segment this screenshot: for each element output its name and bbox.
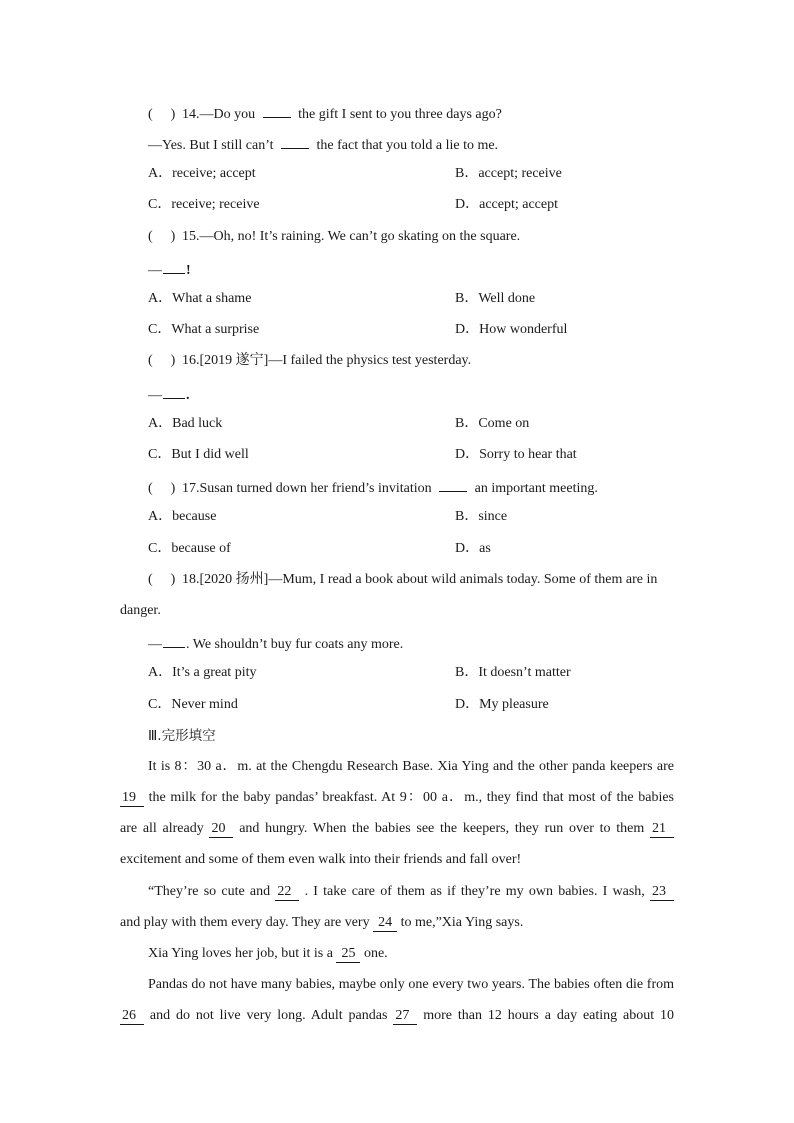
answer-bracket[interactable]: ( ) — [148, 229, 176, 244]
blank-number[interactable]: 20 — [209, 821, 233, 838]
question-15-stem: 15.—Oh, no! It’s raining. We can’t go skating on the square. — [182, 229, 521, 244]
question-18 — [148, 570, 674, 590]
question-18-reply: — . We shouldn’t buy fur coats any more. — [148, 632, 674, 655]
blank-number[interactable]: 21 — [650, 821, 674, 838]
option-d[interactable]: D．How wonderful — [455, 322, 568, 337]
option-a[interactable]: A．because — [148, 509, 217, 524]
option-d[interactable]: D．Sorry to hear that — [455, 447, 577, 462]
option-c[interactable]: C．But I did well — [148, 447, 249, 462]
answer-bracket[interactable]: ( ) — [148, 107, 176, 122]
passage-line: excitement and some of them even walk into their friends and fall over! — [120, 852, 522, 867]
option-a[interactable]: A．It’s a great pity — [148, 665, 257, 680]
passage-line: are all already 20 and hungry. When the babies see the keepers, they run over to them 21 — [120, 819, 674, 839]
blank[interactable] — [281, 133, 309, 149]
question-14: ( ) 14.—Do you the gift I sent to you three days ago? — [148, 102, 674, 125]
section-title: Ⅲ.完形填空 — [148, 728, 216, 744]
option-c[interactable]: C．Never mind — [148, 697, 238, 712]
option-c[interactable]: C．receive; receive — [148, 197, 260, 212]
question-18-stem-cont: danger. — [120, 603, 161, 618]
answer-bracket[interactable]: ( ) — [148, 572, 176, 587]
passage-line: 26 and do not live very long. Adult pandas 27 more than 12 hours a day eating about 10 — [122, 1008, 675, 1023]
option-c[interactable]: C．What a surprise — [148, 322, 260, 337]
passage-line: “They’re so cute and 22 . I take care of them as if they’re my own babies. I wash, 23 — [148, 882, 674, 902]
question-15 — [148, 227, 674, 247]
passage-line: It is 8：30 a．m. at the Chengdu Research Base. Xia Ying and the other panda keepers are — [148, 759, 674, 774]
question-14-stem: 14.—Do you — [182, 107, 256, 122]
blank[interactable] — [163, 258, 185, 274]
option-b[interactable]: B．since — [455, 509, 508, 524]
option-b[interactable]: B．Come on — [455, 416, 530, 431]
passage-line: Pandas do not have many babies, maybe only one every two years. The babies often die from — [148, 977, 674, 992]
blank-number[interactable]: 25 — [336, 946, 360, 963]
question-17-stem: 17.Susan turned down her friend’s invitation — [182, 481, 432, 496]
blank[interactable] — [263, 102, 291, 118]
passage-line: 19 the milk for the baby pandas’ breakfast. At 9：00 a．m., they find that most of the babies — [122, 790, 674, 805]
option-b[interactable]: B．accept; receive — [455, 166, 562, 181]
blank-number[interactable]: 19 — [120, 790, 144, 807]
option-c[interactable]: C．because of — [148, 541, 231, 556]
option-b[interactable]: B．Well done — [455, 291, 536, 306]
blank-number[interactable]: 26 — [120, 1008, 144, 1025]
blank-number[interactable]: 22 — [275, 884, 299, 901]
option-d[interactable]: D．accept; accept — [455, 197, 558, 212]
question-15-reply: — ! — [148, 258, 674, 281]
blank-number[interactable]: 24 — [373, 915, 397, 932]
option-a[interactable]: A．receive; accept — [148, 166, 256, 181]
question-17: ( ) 17.Susan turned down her friend’s invitation an important meeting. — [148, 476, 674, 499]
question-18-stem: 18.[2020 扬州]—Mum, I read a book about wild animals today. Some of them are in — [182, 572, 658, 587]
passage-line: Xia Ying loves her job, but it is a 25 one. — [148, 946, 388, 961]
option-a[interactable]: A．What a shame — [148, 291, 252, 306]
blank-number[interactable]: 23 — [650, 884, 674, 901]
question-14-reply: —Yes. But I still can’t the fact that you told a lie to me. — [148, 133, 674, 156]
blank[interactable] — [163, 383, 185, 399]
passage-line: and play with them every day. They are very 24 to me,”Xia Ying says. — [120, 915, 524, 930]
option-d[interactable]: D．My pleasure — [455, 697, 549, 712]
question-16-stem: 16.[2019 遂宁]—I failed the physics test yesterday. — [182, 353, 472, 368]
option-a[interactable]: A．Bad luck — [148, 416, 223, 431]
blank[interactable] — [163, 632, 185, 648]
option-b[interactable]: B．It doesn’t matter — [455, 665, 571, 680]
question-16 — [148, 351, 674, 371]
answer-bracket[interactable]: ( ) — [148, 481, 176, 496]
answer-bracket[interactable]: ( ) — [148, 353, 176, 368]
blank-number[interactable]: 27 — [393, 1008, 417, 1025]
blank[interactable] — [439, 476, 467, 492]
option-d[interactable]: D．as — [455, 541, 491, 556]
question-16-reply: — . — [148, 383, 674, 406]
